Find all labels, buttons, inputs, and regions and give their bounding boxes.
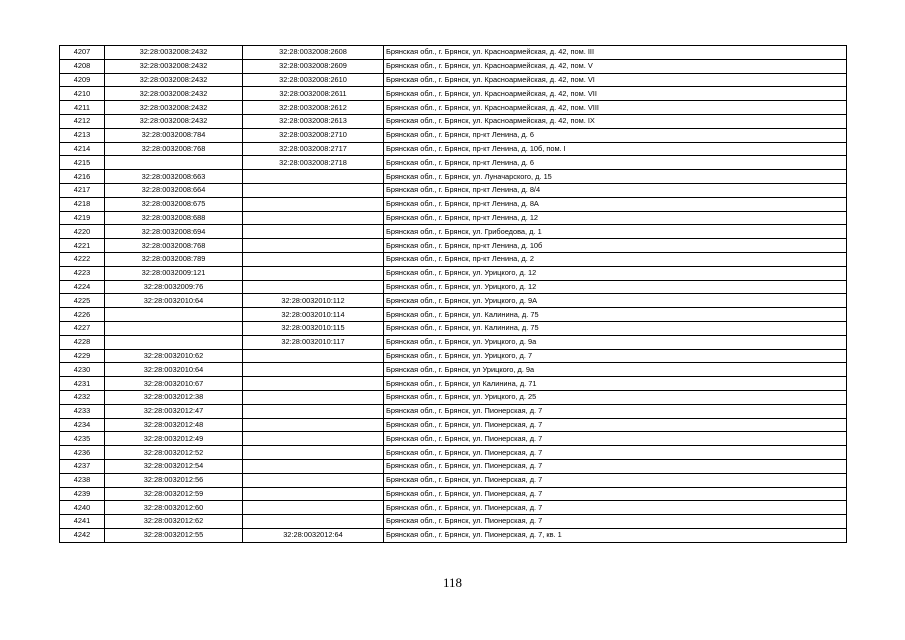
row-number-cell: 4209 [60,73,105,87]
address-cell: Брянская обл., г. Брянск, ул. Урицкого, д. 9А [384,294,847,308]
row-number-cell: 4226 [60,308,105,322]
table-row [60,101,847,115]
cadastral-number-cell: 32:28:0032008:2432 [105,101,243,115]
object-cadastral-number-cell: 32:28:0032010:117 [243,335,384,349]
cadastral-number-cell: 32:28:0032008:2432 [105,87,243,101]
row-number-cell: 4236 [60,446,105,460]
address-cell: Брянская обл., г. Брянск, ул. Красноармейская, д. 42, пом. VII [384,87,847,101]
row-number-cell: 4242 [60,528,105,542]
object-cadastral-number-cell [243,197,384,211]
row-number-cell: 4231 [60,377,105,391]
cadastral-number-cell: 32:28:0032012:47 [105,404,243,418]
cadastral-number-cell: 32:28:0032012:62 [105,515,243,529]
address-cell: Брянская обл., г. Брянск, ул. Пионерская, д. 7 [384,446,847,460]
object-cadastral-number-cell: 32:28:0032008:2608 [243,46,384,60]
address-cell: Брянская обл., г. Брянск, ул. Красноармейская, д. 42, пом. VIII [384,101,847,115]
address-cell: Брянская обл., г. Брянск, пр-кт Ленина, д. 6 [384,156,847,170]
address-cell: Брянская обл., г. Брянск, ул. Красноармейская, д. 42, пом. IX [384,114,847,128]
cadastral-number-cell [105,321,243,335]
table-row [60,114,847,128]
table-row [60,418,847,432]
table-row [60,349,847,363]
object-cadastral-number-cell [243,183,384,197]
table-row [60,487,847,501]
row-number-cell: 4225 [60,294,105,308]
address-cell: Брянская обл., г. Брянск, пр-кт Ленина, д. 2 [384,252,847,266]
registry-table [59,45,847,543]
address-cell: Брянская обл., г. Брянск, ул. Луначарского, д. 15 [384,170,847,184]
object-cadastral-number-cell: 32:28:0032010:112 [243,294,384,308]
table-row [60,252,847,266]
address-cell: Брянская обл., г. Брянск, пр-кт Ленина, д. 10б [384,239,847,253]
row-number-cell: 4211 [60,101,105,115]
address-cell: Брянская обл., г. Брянск, ул. Урицкого, д. 7 [384,349,847,363]
row-number-cell: 4237 [60,459,105,473]
row-number-cell: 4222 [60,252,105,266]
row-number-cell: 4238 [60,473,105,487]
cadastral-number-cell: 32:28:0032008:664 [105,183,243,197]
table-row [60,280,847,294]
cadastral-number-cell: 32:28:0032008:2432 [105,114,243,128]
table-row [60,335,847,349]
object-cadastral-number-cell: 32:28:0032008:2612 [243,101,384,115]
address-cell: Брянская обл., г. Брянск, ул. Грибоедова, д. 1 [384,225,847,239]
table-row [60,183,847,197]
row-number-cell: 4227 [60,321,105,335]
row-number-cell: 4240 [60,501,105,515]
object-cadastral-number-cell [243,252,384,266]
object-cadastral-number-cell [243,487,384,501]
table-row [60,142,847,156]
object-cadastral-number-cell: 32:28:0032012:64 [243,528,384,542]
row-number-cell: 4217 [60,183,105,197]
cadastral-number-cell: 32:28:0032012:55 [105,528,243,542]
table-row [60,128,847,142]
cadastral-number-cell [105,335,243,349]
address-cell: Брянская обл., г. Брянск, ул. Пионерская, д. 7 [384,418,847,432]
object-cadastral-number-cell [243,377,384,391]
cadastral-number-cell: 32:28:0032012:54 [105,459,243,473]
address-cell: Брянская обл., г. Брянск, ул. Пионерская, д. 7 [384,487,847,501]
table-row [60,528,847,542]
object-cadastral-number-cell [243,390,384,404]
page-number: 118 [442,575,463,590]
cadastral-number-cell: 32:28:0032008:2432 [105,59,243,73]
address-cell: Брянская обл., г. Брянск, пр-кт Ленина, д. 8/4 [384,183,847,197]
table-row [60,446,847,460]
object-cadastral-number-cell: 32:28:0032008:2710 [243,128,384,142]
table-row [60,170,847,184]
cadastral-number-cell: 32:28:0032008:768 [105,142,243,156]
row-number-cell: 4215 [60,156,105,170]
object-cadastral-number-cell [243,239,384,253]
address-cell: Брянская обл., г. Брянск, ул. Красноармейская, д. 42, пом. VI [384,73,847,87]
table-row [60,321,847,335]
row-number-cell: 4241 [60,515,105,529]
row-number-cell: 4207 [60,46,105,60]
address-cell: Брянская обл., г. Брянск, ул Калинина, д. 71 [384,377,847,391]
object-cadastral-number-cell: 32:28:0032008:2610 [243,73,384,87]
cadastral-number-cell [105,156,243,170]
row-number-cell: 4239 [60,487,105,501]
cadastral-number-cell: 32:28:0032008:663 [105,170,243,184]
table-row [60,156,847,170]
table-row [60,308,847,322]
table-row [60,73,847,87]
cadastral-number-cell: 32:28:0032012:49 [105,432,243,446]
cadastral-number-cell: 32:28:0032010:67 [105,377,243,391]
cadastral-number-cell: 32:28:0032010:64 [105,294,243,308]
table-row [60,225,847,239]
table-row [60,211,847,225]
cadastral-number-cell [105,308,243,322]
address-cell: Брянская обл., г. Брянск, ул. Пионерская, д. 7 [384,515,847,529]
table-row [60,239,847,253]
table-row [60,390,847,404]
object-cadastral-number-cell: 32:28:0032008:2717 [243,142,384,156]
address-cell: Брянская обл., г. Брянск, ул Урицкого, д. 9а [384,363,847,377]
object-cadastral-number-cell: 32:28:0032008:2613 [243,114,384,128]
row-number-cell: 4210 [60,87,105,101]
object-cadastral-number-cell [243,473,384,487]
row-number-cell: 4213 [60,128,105,142]
cadastral-number-cell: 32:28:0032008:789 [105,252,243,266]
object-cadastral-number-cell [243,446,384,460]
row-number-cell: 4233 [60,404,105,418]
table-body [60,46,847,543]
row-number-cell: 4234 [60,418,105,432]
object-cadastral-number-cell [243,349,384,363]
object-cadastral-number-cell: 32:28:0032010:114 [243,308,384,322]
address-cell: Брянская обл., г. Брянск, пр-кт Ленина, д. 12 [384,211,847,225]
table-row [60,473,847,487]
object-cadastral-number-cell: 32:28:0032010:115 [243,321,384,335]
table-row [60,363,847,377]
address-cell: Брянская обл., г. Брянск, ул. Пионерская, д. 7 [384,432,847,446]
address-cell: Брянская обл., г. Брянск, ул. Калинина, д. 75 [384,308,847,322]
address-cell: Брянская обл., г. Брянск, ул. Урицкого, д. 12 [384,280,847,294]
table-row [60,59,847,73]
address-cell: Брянская обл., г. Брянск, пр-кт Ленина, д. 8А [384,197,847,211]
cadastral-number-cell: 32:28:0032008:688 [105,211,243,225]
row-number-cell: 4221 [60,239,105,253]
object-cadastral-number-cell: 32:28:0032008:2718 [243,156,384,170]
cadastral-number-cell: 32:28:0032009:76 [105,280,243,294]
row-number-cell: 4230 [60,363,105,377]
table-row [60,432,847,446]
cadastral-number-cell: 32:28:0032012:48 [105,418,243,432]
table-row [60,377,847,391]
address-cell: Брянская обл., г. Брянск, ул. Красноармейская, д. 42, пом. V [384,59,847,73]
object-cadastral-number-cell [243,432,384,446]
address-cell: Брянская обл., г. Брянск, ул. Урицкого, д. 9а [384,335,847,349]
cadastral-number-cell: 32:28:0032008:2432 [105,46,243,60]
cadastral-number-cell: 32:28:0032012:52 [105,446,243,460]
row-number-cell: 4235 [60,432,105,446]
object-cadastral-number-cell [243,501,384,515]
object-cadastral-number-cell [243,266,384,280]
row-number-cell: 4216 [60,170,105,184]
address-cell: Брянская обл., г. Брянск, ул. Пионерская, д. 7 [384,404,847,418]
address-cell: Брянская обл., г. Брянск, пр-кт Ленина, д. 10б, пом. I [384,142,847,156]
object-cadastral-number-cell [243,459,384,473]
table-row [60,197,847,211]
address-cell: Брянская обл., г. Брянск, ул. Пионерская, д. 7 [384,459,847,473]
row-number-cell: 4214 [60,142,105,156]
object-cadastral-number-cell: 32:28:0032008:2611 [243,87,384,101]
row-number-cell: 4212 [60,114,105,128]
cadastral-number-cell: 32:28:0032012:56 [105,473,243,487]
row-number-cell: 4228 [60,335,105,349]
address-cell: Брянская обл., г. Брянск, ул. Пионерская, д. 7 [384,501,847,515]
object-cadastral-number-cell: 32:28:0032008:2609 [243,59,384,73]
table-row [60,515,847,529]
object-cadastral-number-cell [243,363,384,377]
object-cadastral-number-cell [243,211,384,225]
cadastral-number-cell: 32:28:0032012:59 [105,487,243,501]
cadastral-number-cell: 32:28:0032010:64 [105,363,243,377]
cadastral-number-cell: 32:28:0032008:784 [105,128,243,142]
object-cadastral-number-cell [243,280,384,294]
row-number-cell: 4223 [60,266,105,280]
address-cell: Брянская обл., г. Брянск, ул. Красноармейская, д. 42, пом. III [384,46,847,60]
table-row [60,87,847,101]
object-cadastral-number-cell [243,418,384,432]
table-row [60,266,847,280]
table-row [60,46,847,60]
row-number-cell: 4229 [60,349,105,363]
address-cell: Брянская обл., г. Брянск, ул. Пионерская, д. 7 [384,473,847,487]
address-cell: Брянская обл., г. Брянск, пр-кт Ленина, д. 6 [384,128,847,142]
cadastral-number-cell: 32:28:0032009:121 [105,266,243,280]
row-number-cell: 4218 [60,197,105,211]
object-cadastral-number-cell [243,515,384,529]
row-number-cell: 4232 [60,390,105,404]
object-cadastral-number-cell [243,404,384,418]
table-row [60,404,847,418]
cadastral-number-cell: 32:28:0032012:38 [105,390,243,404]
cadastral-number-cell: 32:28:0032008:694 [105,225,243,239]
row-number-cell: 4220 [60,225,105,239]
cadastral-number-cell: 32:28:0032008:675 [105,197,243,211]
table-row [60,294,847,308]
row-number-cell: 4224 [60,280,105,294]
cadastral-number-cell: 32:28:0032008:768 [105,239,243,253]
address-cell: Брянская обл., г. Брянск, ул. Калинина, д. 75 [384,321,847,335]
object-cadastral-number-cell [243,170,384,184]
object-cadastral-number-cell [243,225,384,239]
row-number-cell: 4219 [60,211,105,225]
row-number-cell: 4208 [60,59,105,73]
address-cell: Брянская обл., г. Брянск, ул. Урицкого, д. 12 [384,266,847,280]
cadastral-number-cell: 32:28:0032010:62 [105,349,243,363]
table-row [60,501,847,515]
cadastral-number-cell: 32:28:0032008:2432 [105,73,243,87]
address-cell: Брянская обл., г. Брянск, ул. Урицкого, д. 25 [384,390,847,404]
address-cell: Брянская обл., г. Брянск, ул. Пионерская, д. 7, кв. 1 [384,528,847,542]
cadastral-number-cell: 32:28:0032012:60 [105,501,243,515]
table-row [60,459,847,473]
